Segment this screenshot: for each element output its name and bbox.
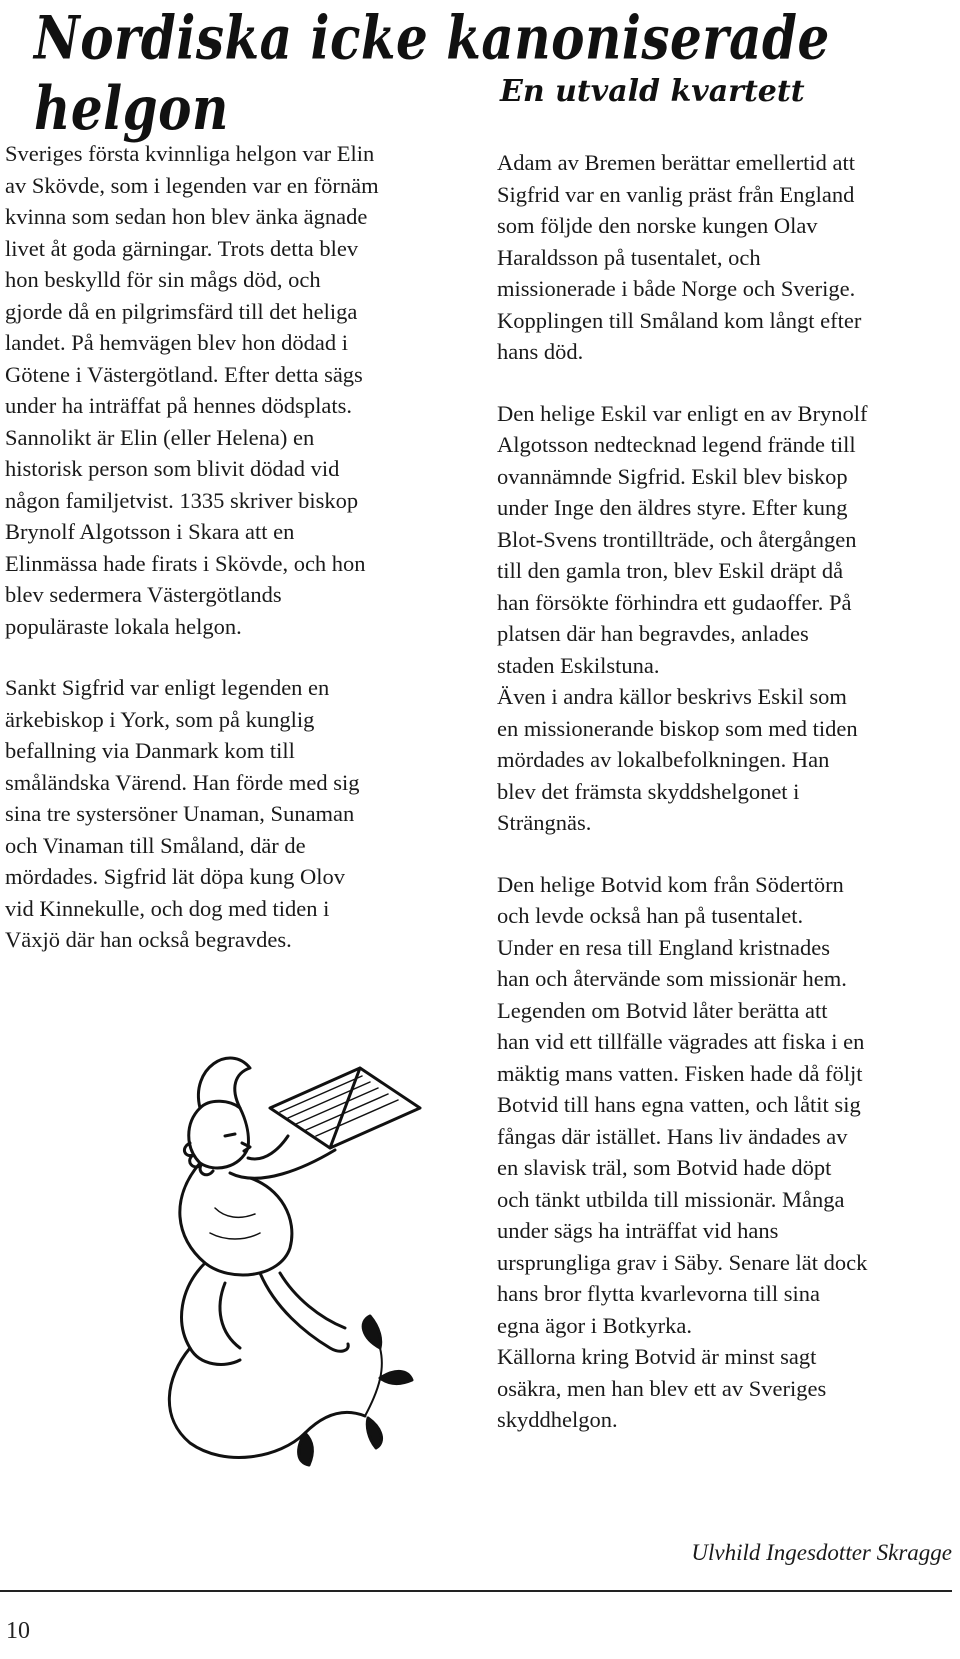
right-column <box>497 147 952 1436</box>
paragraph-sigfrid: Sankt Sigfrid var enligt legenden en ärkebiskop i York, som på kunglig befallning via Danmark kom till småländska Värend. Han förde med sig sina tre systersöner Unaman, Sunaman och Vinaman till Småland, där de mördades. Sigfrid lät döpa kung Olov vid Kinnekulle, och dog med tiden i Växjö där han också begravdes. <box>5 675 360 952</box>
paragraph-elin: Sveriges första kvinnliga helgon var Elin av Skövde, som i legenden var en förnäm kvinna som sedan hon blev änka ägnade livet åt goda gärningar. Trots detta blev hon beskylld för sin mågs död, och gjorde då en pilgrimsfärd till det heliga landet. På hemvägen blev hon dödad i Götene i Västergötland. Efter detta sägs under ha inträffat på hennes dödsplats. Sannolikt är Elin (eller Helena) en historisk person som blivit dödad vid någon familjetvist. 1335 skriver biskop Brynolf Algotsson i Skara att en Elinmässa hade firats i Skövde, och hon blev sedermera Västergötlands populäraste lokala helgon. <box>5 141 379 639</box>
paragraph-botvid: Den helige Botvid kom från Södertörn och levde också han på tusentalet. Under en resa till England kristnades han och återvände som missionär hem. Legenden om Botvid låter berätta att han vid ett tillfälle vägrades att fiska i en mäktig mans vatten. Fisken hade då följt Botvid till hans egna vatten, och låtit sig fångas där istället. Hans liv ändades av en slavisk träl, som Botvid hade döpt och tänkt utbilda till missionär. Många under sägs ha inträffat vid hans ursprungliga grav i Säby. Senare lät dock hans bror flytta kvarlevorna till sina egna ägor i Botkyrka. <box>497 871 868 1338</box>
footer-divider <box>0 1590 952 1592</box>
paragraph-botvid-sources: Källorna kring Botvid är minst sagt osäkra, men han blev ett av Sveriges skyddhelgon. <box>497 1344 827 1432</box>
page-subtitle: En utvald kvartett <box>500 74 805 109</box>
paragraph-eskil: Den helige Eskil var enligt en av Brynolf Algotsson nedtecknad legend frände till ovannämnde Sigfrid. Eskil blev biskop under Inge den äldres styre. Efter kung Blot-Svens trontillträde, och återgången till den gamla tron, blev Eskil dräpt då han försökte förhindra ett gudaoffer. På platsen där han begravdes, anlades staden Eskilstuna. <box>497 400 868 678</box>
author-signature: Ulvhild Ingesdotter Skragge <box>691 1540 952 1565</box>
paragraph-adam-av-bremen: Adam av Bremen berättar emellertid att Sigfrid var en vanlig präst från England som följde den norske kungen Olav Haraldsson på tusentalet, och missionerade i både Norge och Sverige. Kopplingen till Småland kom långt efter hans död. <box>497 150 862 364</box>
page-number: 10 <box>6 1618 30 1644</box>
paragraph-eskil-sources: Även i andra källor beskrivs Eskil som en missionerande biskop som med tiden mördades av lokalbefolkningen. Han blev det främsta skyddshelgonet i Strängnäs. <box>497 684 858 835</box>
medieval-creature-reading-book-illustration <box>130 1048 460 1478</box>
left-column <box>5 138 450 956</box>
page-title: Nordiska icke kanoniserade helgon <box>34 2 830 144</box>
